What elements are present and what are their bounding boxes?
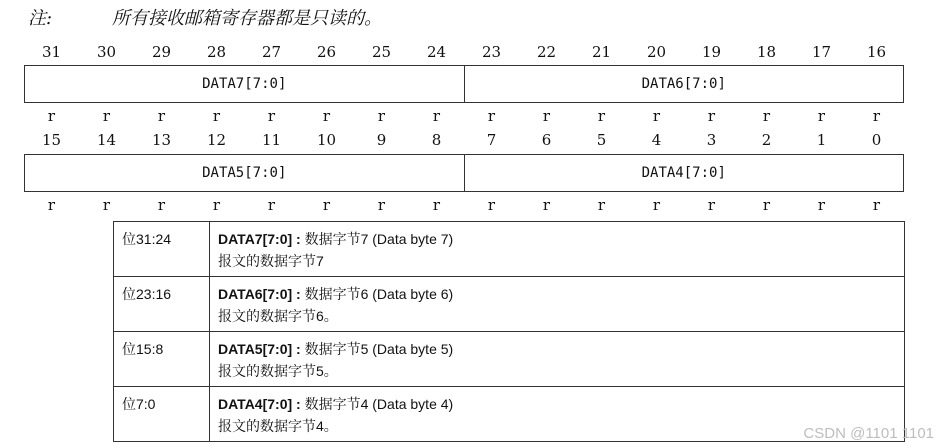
bit-number: 29 [151, 43, 172, 61]
bit-number: 5 [596, 131, 607, 149]
bit-number: 30 [96, 43, 117, 61]
watermark: CSDN @1101 1101 [803, 425, 934, 442]
bit-description-table [113, 221, 905, 442]
register-fields-low [24, 154, 904, 192]
access-flag: r [377, 107, 386, 125]
field-title: 数据字节5 (Data byte 5) [300, 341, 454, 357]
access-flag: r [102, 196, 111, 214]
note-text: 所有接收邮箱寄存器都是只读的。 [112, 8, 382, 29]
bit-number: 10 [316, 131, 337, 149]
field-detail: 报文的数据字节7 [218, 253, 324, 269]
field-name: DATA6[7:0] : [218, 286, 301, 302]
field-data4: DATA4[7:0] [464, 155, 904, 191]
bit-number: 26 [316, 43, 337, 61]
access-flag: r [707, 196, 716, 214]
bit-position: 位31:24 [114, 222, 210, 277]
table-row [114, 222, 905, 277]
bit-description [210, 277, 905, 332]
field-title: 数据字节4 (Data byte 4) [300, 396, 454, 412]
access-row-low [24, 196, 904, 216]
bit-number: 21 [591, 43, 612, 61]
field-data7: DATA7[7:0] [202, 76, 287, 92]
access-flag: r [102, 107, 111, 125]
bit-number: 13 [151, 131, 172, 149]
bit-description [210, 222, 905, 277]
table-row [114, 277, 905, 332]
bit-number: 25 [371, 43, 392, 61]
field-detail: 报文的数据字节4。 [218, 418, 338, 434]
access-flag: r [597, 107, 606, 125]
bit-number: 17 [811, 43, 832, 61]
access-flag: r [817, 196, 826, 214]
access-flag: r [322, 196, 331, 214]
field-data5: DATA5[7:0] [202, 165, 287, 181]
bit-number: 20 [646, 43, 667, 61]
access-flag: r [652, 107, 661, 125]
bit-number: 1 [816, 131, 827, 149]
access-flag: r [762, 107, 771, 125]
bit-number: 22 [536, 43, 557, 61]
access-flag: r [267, 196, 276, 214]
access-flag: r [267, 107, 276, 125]
access-flag: r [597, 196, 606, 214]
access-flag: r [377, 196, 386, 214]
bit-number: 3 [706, 131, 717, 149]
bit-number: 11 [261, 131, 282, 149]
bit-description [210, 387, 905, 442]
bit-number: 24 [426, 43, 447, 61]
bit-number: 28 [206, 43, 227, 61]
field-detail: 报文的数据字节6。 [218, 308, 338, 324]
bit-description [210, 332, 905, 387]
field-detail: 报文的数据字节5。 [218, 363, 338, 379]
access-flag: r [47, 107, 56, 125]
access-flag: r [652, 196, 661, 214]
access-flag: r [487, 196, 496, 214]
table-row [114, 332, 905, 387]
access-flag: r [817, 107, 826, 125]
bit-number: 4 [651, 131, 662, 149]
access-flag: r [212, 107, 221, 125]
bit-position: 位7:0 [114, 387, 210, 442]
field-title: 数据字节6 (Data byte 6) [300, 286, 454, 302]
access-flag: r [542, 107, 551, 125]
bit-number: 16 [866, 43, 887, 61]
access-flag: r [322, 107, 331, 125]
bit-number: 2 [761, 131, 772, 149]
access-flag: r [47, 196, 56, 214]
access-flag: r [872, 107, 881, 125]
bit-number: 12 [206, 131, 227, 149]
field-name: DATA4[7:0] : [218, 396, 301, 412]
bit-number: 0 [871, 131, 882, 149]
bit-position: 位15:8 [114, 332, 210, 387]
access-flag: r [707, 107, 716, 125]
bit-number: 31 [41, 43, 62, 61]
access-flag: r [872, 196, 881, 214]
access-row-high [24, 107, 904, 127]
bit-number: 18 [756, 43, 777, 61]
field-data6: DATA6[7:0] [464, 66, 904, 102]
access-flag: r [432, 196, 441, 214]
field-name: DATA5[7:0] : [218, 341, 301, 357]
bit-number: 7 [486, 131, 497, 149]
bit-number: 19 [701, 43, 722, 61]
access-flag: r [157, 107, 166, 125]
access-flag: r [212, 196, 221, 214]
table-row [114, 387, 905, 442]
register-fields-high [24, 65, 904, 103]
bit-number: 9 [376, 131, 387, 149]
bit-number: 8 [431, 131, 442, 149]
access-flag: r [157, 196, 166, 214]
access-flag: r [542, 196, 551, 214]
bit-number: 27 [261, 43, 282, 61]
bit-numbers-high [24, 43, 904, 63]
access-flag: r [432, 107, 441, 125]
bit-number: 14 [96, 131, 117, 149]
note-label: 注: [28, 8, 53, 29]
access-flag: r [762, 196, 771, 214]
field-name: DATA7[7:0] : [218, 231, 301, 247]
bit-number: 6 [541, 131, 552, 149]
access-flag: r [487, 107, 496, 125]
bit-numbers-low [24, 131, 904, 151]
bit-number: 23 [481, 43, 502, 61]
bit-position: 位23:16 [114, 277, 210, 332]
field-title: 数据字节7 (Data byte 7) [300, 231, 454, 247]
bit-number: 15 [41, 131, 62, 149]
